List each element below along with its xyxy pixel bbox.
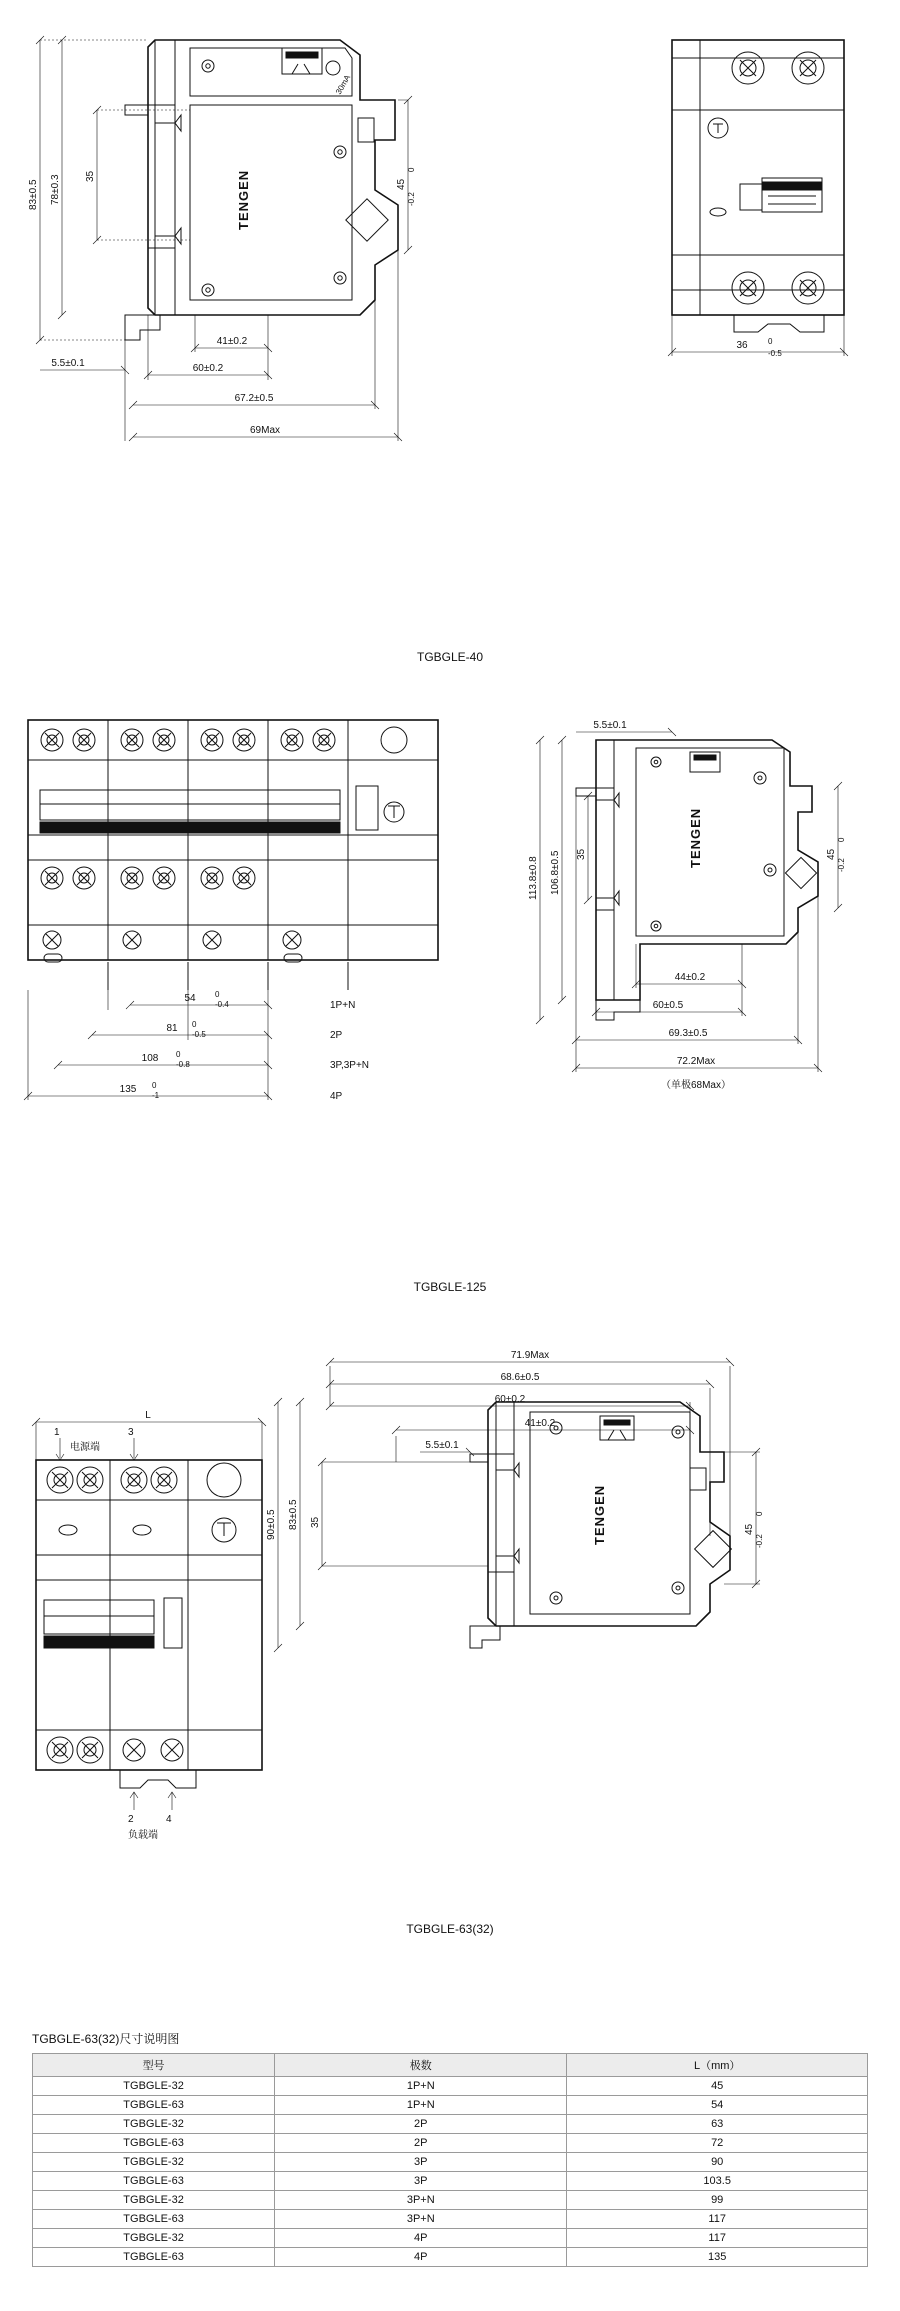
dimension-table-section (0, 2030, 900, 2267)
svg-text:0: 0 (407, 167, 416, 172)
svg-text:1: 1 (54, 1427, 60, 1438)
table-row (33, 2172, 868, 2191)
dimension-table (32, 2053, 868, 2267)
svg-text:0: 0 (768, 337, 773, 346)
side-view-dimensions (28, 36, 416, 441)
cell-length: 63 (567, 2115, 868, 2134)
front-view-63 (32, 1410, 266, 1841)
svg-text:-0.5: -0.5 (768, 349, 782, 358)
svg-text:69Max: 69Max (249, 425, 281, 436)
svg-text:-0.2: -0.2 (407, 192, 416, 206)
table-row (33, 2115, 868, 2134)
figure-tgbgle-63-32 (0, 1340, 900, 1980)
cell-length: 103.5 (567, 2172, 868, 2191)
svg-text:54: 54 (184, 993, 196, 1004)
table-row (33, 2191, 868, 2210)
svg-text:45: 45 (826, 848, 837, 860)
svg-text:0: 0 (152, 1081, 157, 1090)
svg-text:83±0.5: 83±0.5 (28, 179, 39, 210)
svg-text:71.9Max: 71.9Max (510, 1350, 550, 1361)
svg-text:0: 0 (215, 990, 220, 999)
svg-text:41±0.2: 41±0.2 (216, 336, 248, 347)
cell-length: 90 (567, 2153, 868, 2172)
svg-text:5.5±0.1: 5.5±0.1 (51, 358, 85, 369)
cell-model: TGBGLE-32 (33, 2115, 275, 2134)
cell-model: TGBGLE-32 (33, 2153, 275, 2172)
front-view-body (668, 40, 848, 358)
cell-model: TGBGLE-63 (33, 2210, 275, 2229)
tgbgle-63-32-drawing (0, 1340, 900, 1950)
svg-text:4: 4 (166, 1814, 172, 1825)
svg-text:60±0.5: 60±0.5 (652, 1000, 684, 1011)
cell-length: 99 (567, 2191, 868, 2210)
svg-text:5.5±0.1: 5.5±0.1 (593, 720, 627, 731)
cell-poles: 3P (275, 2172, 567, 2191)
pole-dimensions (24, 962, 369, 1102)
cell-model: TGBGLE-32 (33, 2191, 275, 2210)
svg-text:0: 0 (755, 1511, 764, 1516)
svg-text:L: L (145, 1410, 151, 1421)
svg-text:113.8±0.8: 113.8±0.8 (528, 856, 539, 900)
svg-text:1P+N: 1P+N (330, 1000, 356, 1011)
figure-tgbgle-40 (0, 0, 900, 700)
cell-poles: 3P+N (275, 2210, 567, 2229)
svg-text:90±0.5: 90±0.5 (266, 1509, 277, 1540)
svg-text:35: 35 (85, 170, 96, 182)
col-length: L（mm） (567, 2054, 868, 2077)
figure-tgbgle-125 (0, 700, 900, 1340)
svg-text:69.3±0.5: 69.3±0.5 (668, 1028, 708, 1039)
svg-text:4P: 4P (330, 1091, 343, 1102)
svg-text:负载端: 负载端 (128, 1830, 158, 1841)
cell-length: 54 (567, 2096, 868, 2115)
cell-length: 45 (567, 2077, 868, 2096)
svg-text:-0.2: -0.2 (755, 1534, 764, 1548)
cell-poles: 2P (275, 2115, 567, 2134)
svg-text:35: 35 (576, 848, 587, 860)
cell-poles: 3P+N (275, 2191, 567, 2210)
brand-text: TENGEN (236, 169, 251, 230)
svg-text:41±0.2: 41±0.2 (524, 1418, 556, 1429)
table-row (33, 2077, 868, 2096)
svg-text:35: 35 (310, 1516, 321, 1528)
svg-text:45: 45 (744, 1523, 755, 1535)
table-row (33, 2134, 868, 2153)
svg-text:45: 45 (396, 178, 407, 190)
svg-text:78±0.3: 78±0.3 (50, 174, 61, 205)
svg-text:3P,3P+N: 3P,3P+N (330, 1060, 370, 1071)
brand-text-63: TENGEN (592, 1484, 607, 1545)
cell-length: 117 (567, 2210, 868, 2229)
tgbgle-40-drawing (0, 0, 900, 680)
svg-text:67.2±0.5: 67.2±0.5 (234, 393, 274, 404)
svg-text:135: 135 (119, 1084, 137, 1095)
svg-text:0: 0 (192, 1020, 197, 1029)
cell-poles: 4P (275, 2248, 567, 2267)
svg-text:106.8±0.5: 106.8±0.5 (550, 850, 561, 895)
svg-text:-0.5: -0.5 (192, 1030, 206, 1039)
svg-text:3: 3 (128, 1427, 134, 1438)
brand-text-125: TENGEN (688, 807, 703, 868)
cell-poles: 1P+N (275, 2077, 567, 2096)
table-row (33, 2248, 868, 2267)
table-row (33, 2229, 868, 2248)
cell-length: 72 (567, 2134, 868, 2153)
col-poles: 极数 (275, 2054, 567, 2077)
cell-model: TGBGLE-63 (33, 2134, 275, 2153)
svg-text:60±0.2: 60±0.2 (192, 363, 224, 374)
svg-text:-0.4: -0.4 (215, 1000, 229, 1009)
figure-1-caption: TGBGLE-40 (416, 650, 484, 664)
svg-text:44±0.2: 44±0.2 (674, 972, 706, 983)
svg-text:108: 108 (141, 1053, 159, 1064)
tiny-label: 30mA (333, 73, 353, 96)
svg-text:81: 81 (166, 1023, 178, 1034)
svg-text:2P: 2P (330, 1030, 343, 1041)
cell-poles: 3P (275, 2153, 567, 2172)
cell-model: TGBGLE-32 (33, 2077, 275, 2096)
cell-poles: 4P (275, 2229, 567, 2248)
side-view-body (125, 40, 398, 340)
svg-text:36: 36 (736, 340, 748, 351)
cell-model: TGBGLE-32 (33, 2229, 275, 2248)
table-title: TGBGLE-63(32)尺寸说明图 (32, 2032, 180, 2046)
tgbgle-125-drawing (0, 700, 900, 1310)
table-row (33, 2096, 868, 2115)
table-row (33, 2153, 868, 2172)
table-row (33, 2210, 868, 2229)
cell-poles: 1P+N (275, 2096, 567, 2115)
svg-text:-1: -1 (152, 1091, 160, 1100)
svg-text:电源端: 电源端 (70, 1442, 100, 1453)
cell-model: TGBGLE-63 (33, 2096, 275, 2115)
cell-model: TGBGLE-63 (33, 2172, 275, 2191)
cell-length: 117 (567, 2229, 868, 2248)
side-view-125 (528, 720, 846, 1091)
svg-text:60±0.2: 60±0.2 (494, 1394, 526, 1405)
svg-text:5.5±0.1: 5.5±0.1 (425, 1440, 459, 1451)
side-view-63 (266, 1350, 764, 1652)
svg-text:2: 2 (128, 1814, 134, 1825)
svg-text:（单极68Max）: （单极68Max） (660, 1080, 732, 1091)
svg-text:-0.2: -0.2 (837, 858, 846, 872)
svg-text:0: 0 (837, 837, 846, 842)
cell-poles: 2P (275, 2134, 567, 2153)
figure-2-caption: TGBGLE-125 (413, 1280, 487, 1294)
cell-model: TGBGLE-63 (33, 2248, 275, 2267)
svg-text:-0.8: -0.8 (176, 1060, 190, 1069)
figure-3-caption: TGBGLE-63(32) (406, 1922, 494, 1936)
svg-text:68.6±0.5: 68.6±0.5 (500, 1372, 540, 1383)
front-view-4pole (24, 720, 438, 1102)
svg-text:0: 0 (176, 1050, 181, 1059)
table-header-row (33, 2054, 868, 2077)
col-model: 型号 (33, 2054, 275, 2077)
svg-text:83±0.5: 83±0.5 (288, 1499, 299, 1530)
svg-text:72.2Max: 72.2Max (676, 1056, 716, 1067)
cell-length: 135 (567, 2248, 868, 2267)
